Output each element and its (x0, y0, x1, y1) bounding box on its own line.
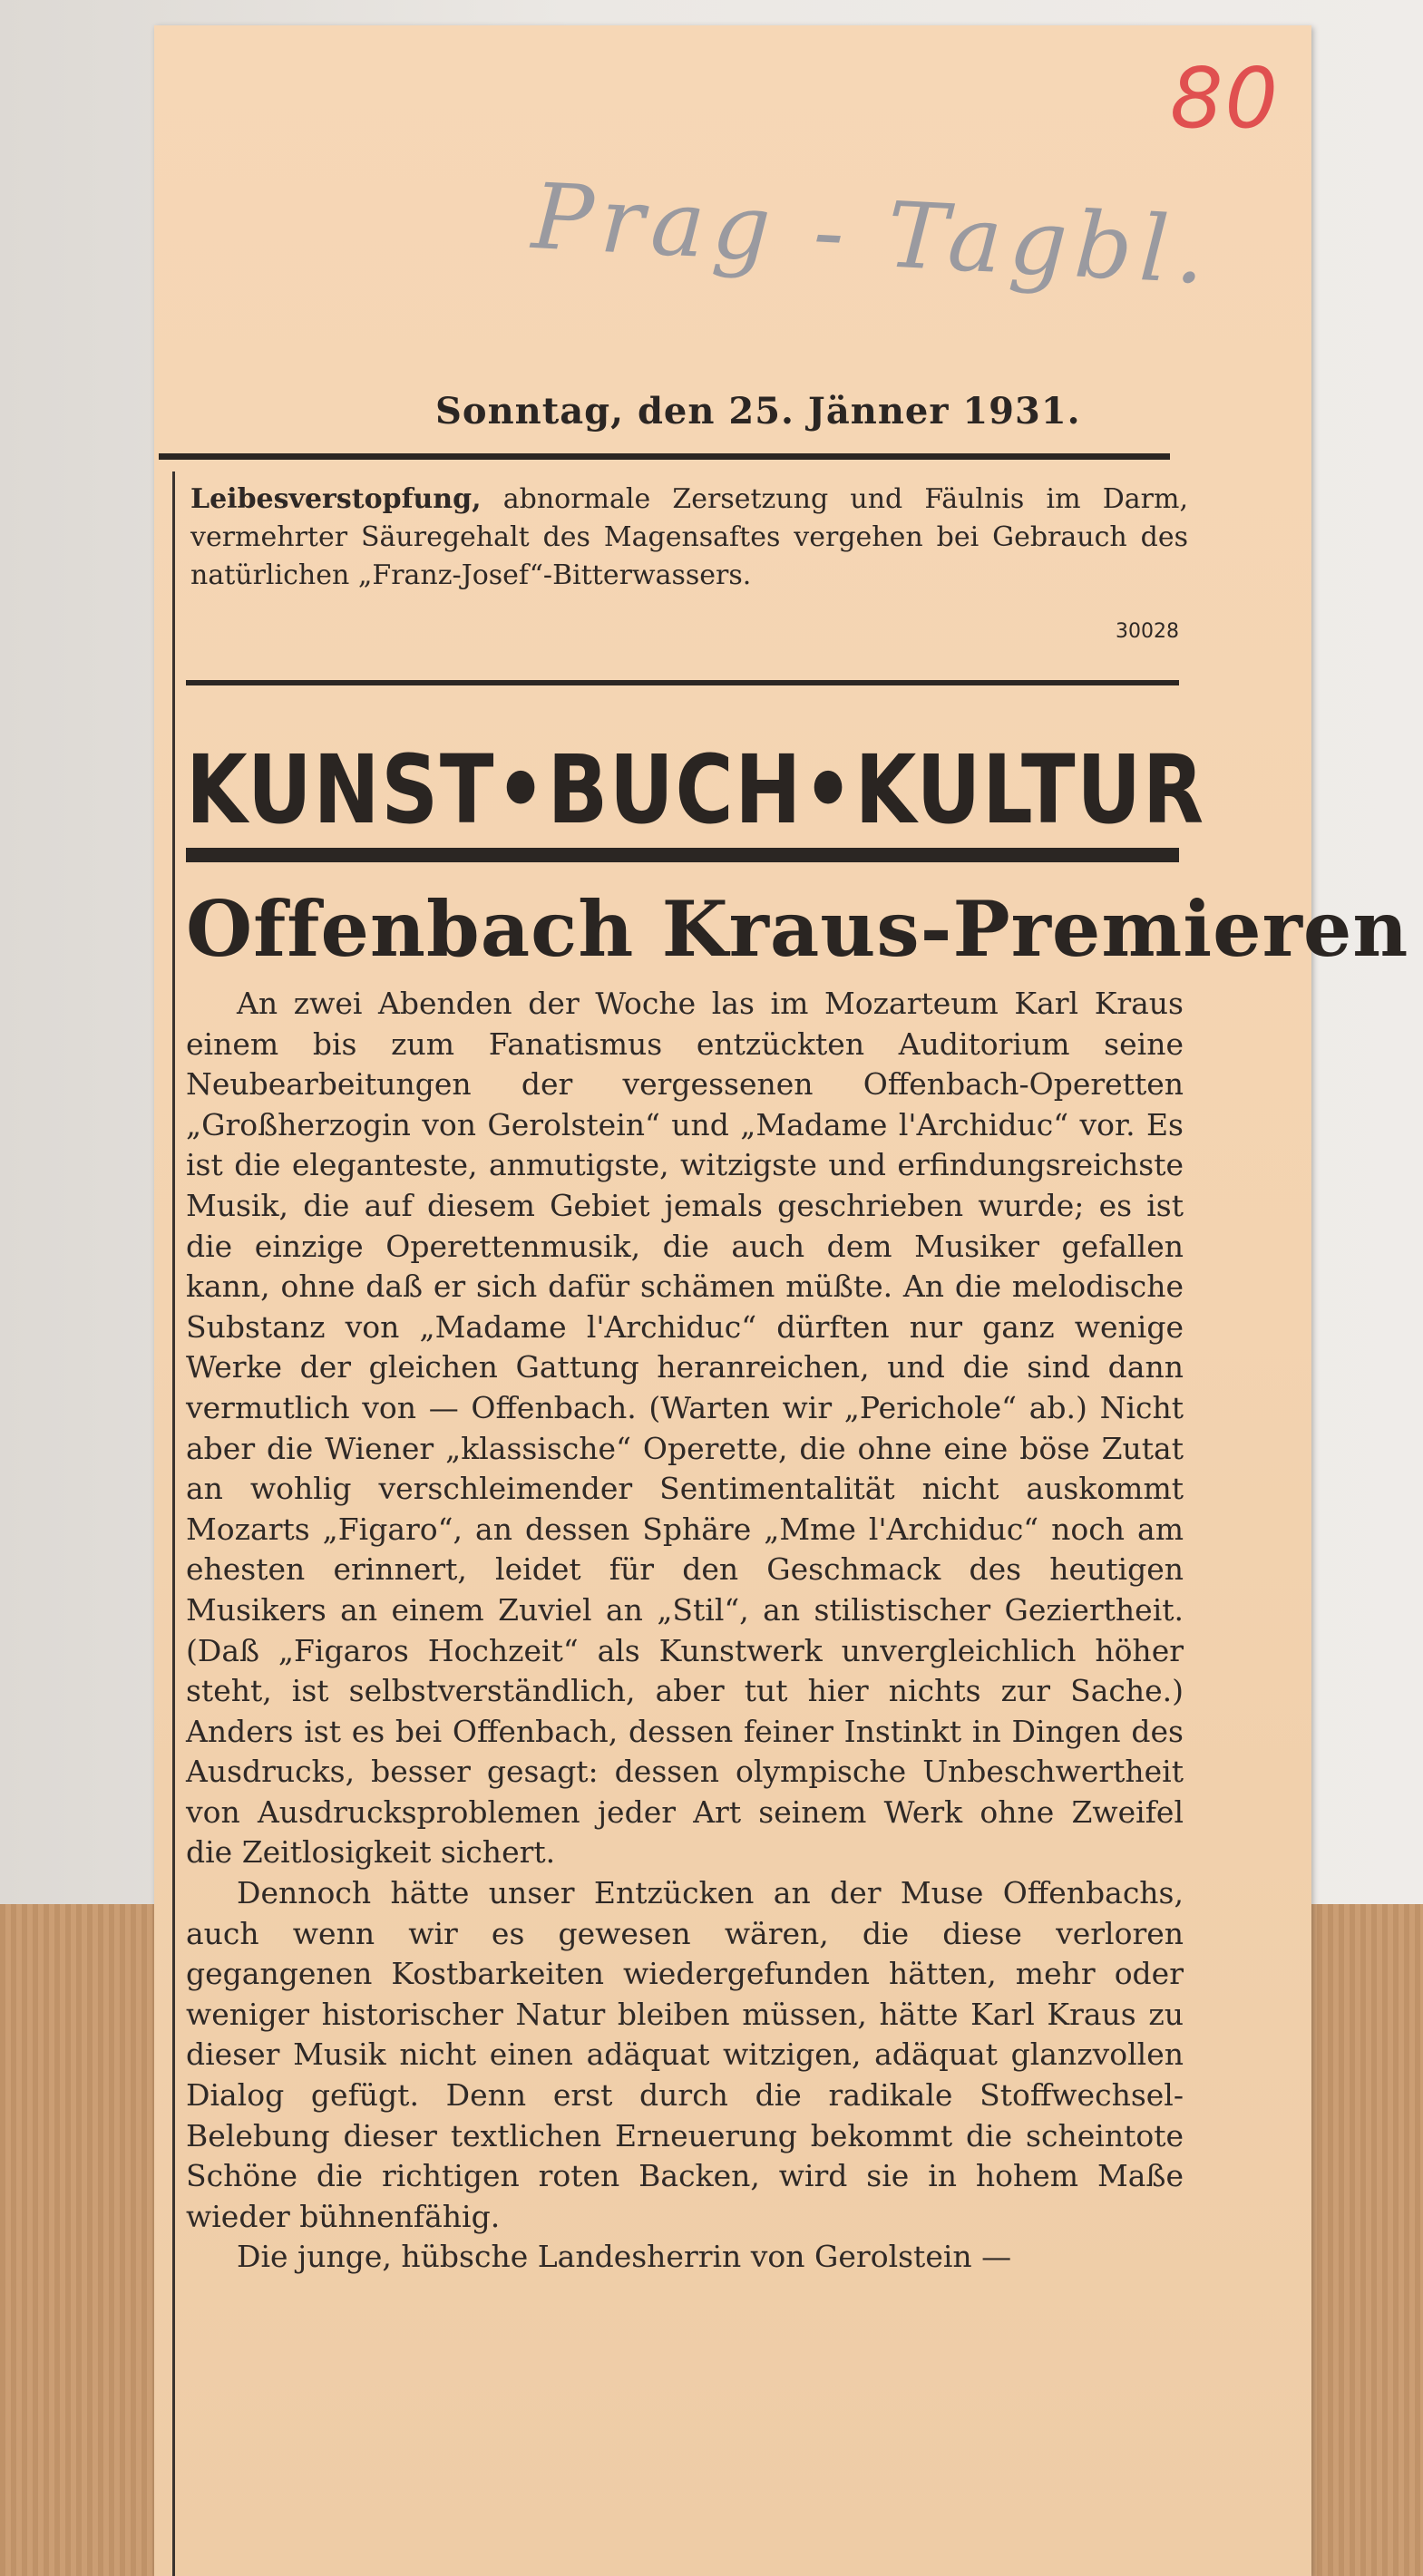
handwritten-source-note: Prag - Tagbl. (529, 163, 1215, 306)
advertisement-divider (186, 680, 1179, 685)
advertisement-body: abnormale Zersetzung und Fäulnis im Darm, vermehrter Säuregehalt des Magensaftes vergehen bei Gebrauch des natürlichen „Franz-Josef“-Bitterwassers. (190, 483, 1188, 591)
column-rule (172, 471, 175, 2576)
banner-divider (186, 848, 1179, 862)
advertisement (190, 481, 1188, 595)
advertisement-code: 30028 (1116, 620, 1179, 643)
article-paragraph: Dennoch hätte unser Entzücken an der Muse Offenbachs, auch wenn wir es gewesen wären, die diese verloren gegangenen Kostbarkeiten wiedergefunden hätten, mehr oder weniger historischer Natur bleiben müssen, hätte Karl Kraus zu dieser Musik nicht einen adäquat witzigen, adäquat glanzvollen Dialog gefügt. Denn erst durch die radikale Stoffwechsel-Belebung dieser textlichen Erneuerung bekommt die scheintote Schöne die richtigen roten Backen, wird sie in hohem Maße wieder bühnenfähig. (186, 1875, 1184, 2234)
article-body (186, 984, 1184, 2278)
top-divider (159, 453, 1170, 460)
advertisement-lead: Leibesverstopfung, (190, 483, 482, 515)
article-paragraph: Die junge, hübsche Landesherrin von Gerolstein — (237, 2239, 1012, 2275)
article-paragraph: An zwei Abenden der Woche las im Mozarteum Karl Kraus einem bis zum Fanatismus entzückten Auditorium seine Neubearbeitungen der vergessenen Offenbach-Operetten „Großherzogin von Gerolstein“ und „Madame l'Archiduc“ vor. Es ist die eleganteste, anmutigste, witzigste und erfindungsreichste Musik, die auf diesem Gebiet jemals geschrieben wurde; es ist die einzige Operettenmusik, die auch dem Musiker gefallen kann, ohne daß er sich dafür schämen müßte. An die melodische Substanz von „Madame l'Archiduc“ dürften nur ganz wenige Werke der gleichen Gattung heranreichen, und die sind dann vermutlich von — Offenbach. (Warten wir „Perichole“ ab.) Nicht aber die Wiener „klassische“ Operette, die ohne eine böse Zutat an wohlig verschleimender Sentimentalität nicht auskommt Mozarts „Figaro“, an dessen Sphäre „Mme l'Archiduc“ noch am ehesten erinnert, leidet für den Geschmack des heutigen Musikers an einem Zuviel an „Stil“, an stilistischer Geziertheit. (Daß „Figaros Hochzeit“ als Kunstwerk unvergleichlich höher steht, ist selbstverständlich, aber tut hier nichts zur Sache.) Anders ist es bei Offenbach, dessen feiner Instinkt in Dingen des Ausdrucks, besser gesagt: dessen olympische Unbeschwertheit von Ausdrucksproblemen jeder Art seinem Werk ohne Zweifel die Zeitlosigkeit sichert. (186, 986, 1184, 1871)
dateline: Sonntag, den 25. Jänner 1931. (435, 390, 1081, 433)
page-number-annotation: 80 (1170, 50, 1281, 147)
article-headline: Offenbach Kraus-Premieren (186, 884, 1409, 974)
section-banner: KUNST•BUCH•KULTUR (186, 734, 1205, 845)
